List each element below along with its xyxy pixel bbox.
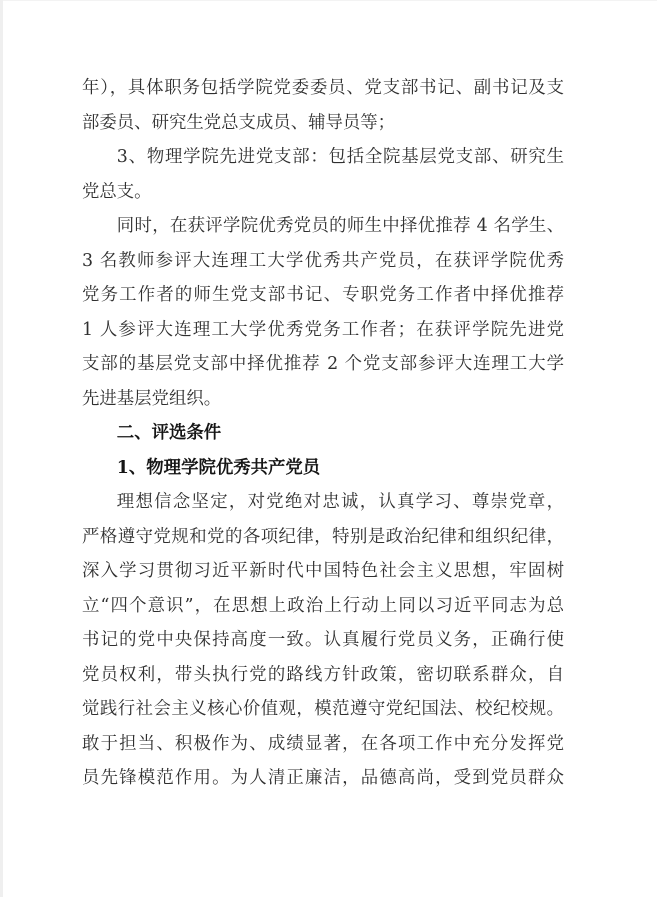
text-line: 觉践行社会主义核心价值观，模范遵守党纪国法、校纪校规。: [82, 699, 564, 719]
document-body: [82, 71, 564, 796]
text-line: 党员权利，带头执行党的路线方针政策，密切联系群众，自: [82, 664, 564, 685]
text-line: 党总支。: [82, 181, 152, 202]
text-line: 敢于担当、积极作为、成绩显著，在各项工作中充分发挥党: [82, 733, 564, 754]
text-line: 3 名教师参评大连理工大学优秀共产党员，在获评学院优秀: [82, 250, 564, 271]
text-line: 理想信念坚定，对党绝对忠诚，认真学习、尊崇党章，: [116, 492, 564, 512]
text-line: 书记的党中央保持高度一致。认真履行党员义务，正确行使: [82, 630, 564, 650]
text-line: 1 人参评大连理工大学优秀党务工作者；在获评学院先进党: [82, 319, 564, 340]
text-line: 部委员、研究生党总支成员、辅导员等；: [82, 112, 396, 133]
text-line: 立“四个意识”，在思想上政治上行动上同以习近平同志为总: [82, 595, 564, 616]
text-line: 员先锋模范作用。为人清正廉洁，品德高尚，受到党员群众: [82, 768, 564, 788]
text-line: 3、物理学院先进党支部：包括全院基层党支部、研究生: [116, 147, 564, 167]
text-line: 年），具体职务包括学院党委委员、党支部书记、副书记及支: [82, 78, 564, 98]
section-heading: 1、物理学院优秀共产党员: [116, 457, 321, 478]
text-line: 深入学习贯彻习近平新时代中国特色社会主义思想，牢固树: [82, 561, 564, 581]
section-heading: 二、评选条件: [116, 423, 222, 443]
text-line: 同时，在获评学院优秀党员的师生中择优推荐 4 名学生、: [116, 216, 564, 236]
text-line: 严格遵守党规和党的各项纪律，特别是政治纪律和组织纪律，: [82, 526, 564, 547]
text-line: 先进基层党组织。: [82, 388, 222, 409]
text-line: 党务工作者的师生党支部书记、专职党务工作者中择优推荐: [82, 285, 564, 305]
text-line: 支部的基层党支部中择优推荐 2 个党支部参评大连理工大学: [82, 354, 564, 374]
